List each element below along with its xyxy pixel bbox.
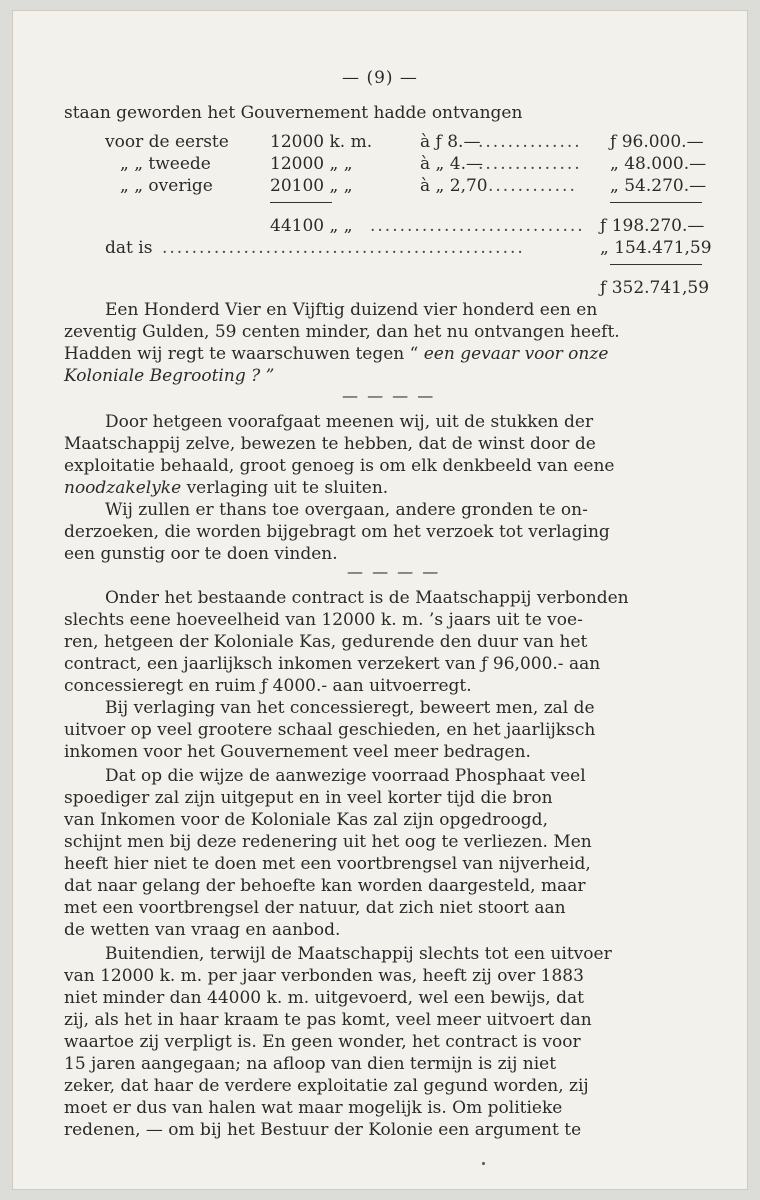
text-line: Een Honderd Vier en Vijftig duizend vier honderd een en	[105, 300, 598, 320]
row-qty: 20100 „ „	[270, 176, 353, 196]
text-line: Buitendien, terwijl de Maatschappij slechts tot een uitvoer	[105, 944, 612, 964]
row-label: „ „ tweede	[120, 154, 211, 174]
text-line: de wetten van vraag en aanbod.	[64, 920, 341, 940]
document-page: — (9) — staan geworden het Gouvernement hadde ontvangen voor de eerste 12000 k. m. à ƒ 8.— .............. ƒ 96.000.— „ „ tweede 12000 „ „ à „ 4.— .............. „ 48.000.— „ „ overige 20100 „ „ à „ 2,70 ............ „ 54.270.— 44100 „ „ ............................. ƒ 198.270.— dat is ................................................. „ 154.471,59 ƒ 352.741,59 Een Honderd Vier en Vijftig duizend vier honderd een en zeventig Gulden, 59 centen minder, dan het nu ontvangen heeft. Hadden wij regt te waarschuwen tegen “ een gevaar voor onze Koloniale Begrooting ? ” — — — — Door hetgeen voorafgaat meenen wij, uit de stukken der Maatschappij zelve, bewezen te hebben, dat de winst door de exploitatie behaald, groot genoeg is om elk denkbeeld van eene noodzakelyke verlaging uit te sluiten. Wij zullen er thans toe overgaan, andere gronden te on- derzoeken, die worden bijgebragt om het verzoek tot verlaging een gunstig oor te doen vinden. — — — — Onder het bestaande contract is de Maatschappij verbonden slechts eene hoeveelheid van 12000 k. m. ’s jaars uit te voe- ren, hetgeen der Koloniale Kas, gedurende den duur van het contract, een jaarlijksch inkomen verzekert van ƒ 96,000.- aan concessieregt en ruim ƒ 4000.- aan uitvoerregt. Bij verlaging van het concessieregt, beweert men, zal de uitvoer op veel grootere schaal geschieden, en het jaarlijksch inkomen voor het Gouvernement veel meer bedragen. Dat op die wijze de aanwezige voorraad Phosphaat veel spoediger zal zijn uitgeput en in veel korter tijd die bron van Inkomen voor de Koloniale Kas zal zijn opgedroogd, schijnt men bij deze redenering uit het oog te verliezen. Men heeft hier niet te doen met een voortbrengsel van nijverheid, dat naar gelang der behoefte kan worden daargesteld, maar met een voortbrengsel der natuur, dat zich niet stoort aan de wetten van vraag en aanbod. Buitendien, terwijl de Maatschappij slechts tot een uitvoer van 12000 k. m. per jaar verbonden was, heeft zij over 1883 niet minder dan 44000 k. m. uitgevoerd, wel een bewijs, dat zij, als het in haar kraam te pas komt, veel meer uitvoert dan waartoe zij verpligt is. En geen wonder, het contract is voor 15 jaren aangegaan; na afloop van dien termijn is zij niet zeker, dat haar de verdere exploitatie zal gegund worden, zij moet er dus van halen wat maar mogelijk is. Om politieke redenen, — om bij het Bestuur der Kolonie een argument te	[12, 10, 748, 1190]
text-line: een gunstig oor te doen vinden.	[64, 544, 338, 564]
row-rate: à „ 2,70	[420, 176, 488, 196]
subtotal-rule	[610, 202, 702, 203]
text-line: contract, een jaarlijksch inkomen verzekert van ƒ 96,000.- aan	[64, 654, 601, 674]
text-line: moet er dus van halen wat maar mogelijk is. Om politieke	[64, 1098, 563, 1118]
grand-total: ƒ 352.741,59	[600, 278, 710, 298]
print-speck	[482, 1162, 485, 1165]
subtotal-rule	[270, 202, 332, 203]
section-separator: — — — —	[342, 386, 436, 405]
row-rate: à „ 4.—	[420, 154, 483, 174]
dat-is-label: dat is	[105, 238, 153, 258]
page-number: — (9) —	[342, 68, 418, 88]
text-line: zij, als het in haar kraam te pas komt, veel meer uitvoert dan	[64, 1010, 592, 1030]
text-line: Onder het bestaande contract is de Maatschappij verbonden	[105, 588, 629, 608]
text-line: redenen, — om bij het Bestuur der Kolonie een argument te	[64, 1120, 582, 1140]
row-qty: 12000 k. m.	[270, 132, 373, 152]
text-line: Wij zullen er thans toe overgaan, andere gronden te on-	[105, 500, 588, 520]
text-line: inkomen voor het Gouvernement veel meer bedragen.	[64, 742, 531, 762]
text-line: Dat op die wijze de aanwezige voorraad Phosphaat veel	[105, 766, 586, 786]
text-line: 15 jaren aangegaan; na afloop van dien termijn is zij niet	[64, 1054, 557, 1074]
text-line: zeventig Gulden, 59 centen minder, dan het nu ontvangen heeft.	[64, 322, 620, 342]
text-line: dat naar gelang der behoefte kan worden daargesteld, maar	[64, 876, 586, 896]
grand-total-rule	[610, 264, 702, 265]
text-line: uitvoer op veel grootere schaal geschieden, en het jaarlijksch	[64, 720, 596, 740]
text-line: Maatschappij zelve, bewezen te hebben, dat de winst door de	[64, 434, 596, 454]
text-line: spoediger zal zijn uitgeput en in veel korter tijd die bron	[64, 788, 553, 808]
row-rate: à ƒ 8.—	[420, 132, 481, 152]
total-amount: ƒ 198.270.—	[600, 216, 705, 236]
text-line: waartoe zij verpligt is. En geen wonder, het contract is voor	[64, 1032, 581, 1052]
text-line: ren, hetgeen der Koloniale Kas, gedurende den duur van het	[64, 632, 588, 652]
text-line: van 12000 k. m. per jaar verbonden was, heeft zij over 1883	[64, 966, 584, 986]
text-line: derzoeken, die worden bijgebragt om het verzoek tot verlaging	[64, 522, 610, 542]
text-line: concessieregt en ruim ƒ 4000.- aan uitvoerregt.	[64, 676, 472, 696]
text-line: slechts eene hoeveelheid van 12000 k. m. ’s jaars uit te voe-	[64, 610, 583, 630]
row-label: „ „ overige	[120, 176, 213, 196]
text-line: Bij verlaging van het concessieregt, beweert men, zal de	[105, 698, 595, 718]
text-line: niet minder dan 44000 k. m. uitgevoerd, wel een bewijs, dat	[64, 988, 584, 1008]
row-amount: ƒ 96.000.—	[610, 132, 704, 152]
row-amount: „ 48.000.—	[610, 154, 707, 174]
text-line: Koloniale Begrooting ? ”	[64, 366, 275, 386]
section-separator: — — — —	[347, 562, 441, 581]
text-line: schijnt men bij deze redenering uit het oog te verliezen. Men	[64, 832, 592, 852]
total-qty: 44100 „ „	[270, 216, 353, 236]
text-line: heeft hier niet te doen met een voortbrengsel van nijverheid,	[64, 854, 591, 874]
row-label: voor de eerste	[105, 132, 229, 152]
text-line: exploitatie behaald, groot genoeg is om elk denkbeeld van eene	[64, 456, 615, 476]
row-qty: 12000 „ „	[270, 154, 353, 174]
text-line: zeker, dat haar de verdere exploitatie zal gegund worden, zij	[64, 1076, 589, 1096]
dat-is-amount: „ 154.471,59	[600, 238, 712, 258]
text-line: Door hetgeen voorafgaat meenen wij, uit de stukken der	[105, 412, 594, 432]
text-line: noodzakelyke verlaging uit te sluiten.	[64, 478, 389, 498]
row-amount: „ 54.270.—	[610, 176, 707, 196]
text-line: met een voortbrengsel der natuur, dat zich niet stoort aan	[64, 898, 566, 918]
text-line: Hadden wij regt te waarschuwen tegen “ een gevaar voor onze	[64, 344, 609, 364]
text-line: van Inkomen voor de Koloniale Kas zal zijn opgedroogd,	[64, 810, 548, 830]
intro-line: staan geworden het Gouvernement hadde ontvangen	[64, 103, 523, 123]
